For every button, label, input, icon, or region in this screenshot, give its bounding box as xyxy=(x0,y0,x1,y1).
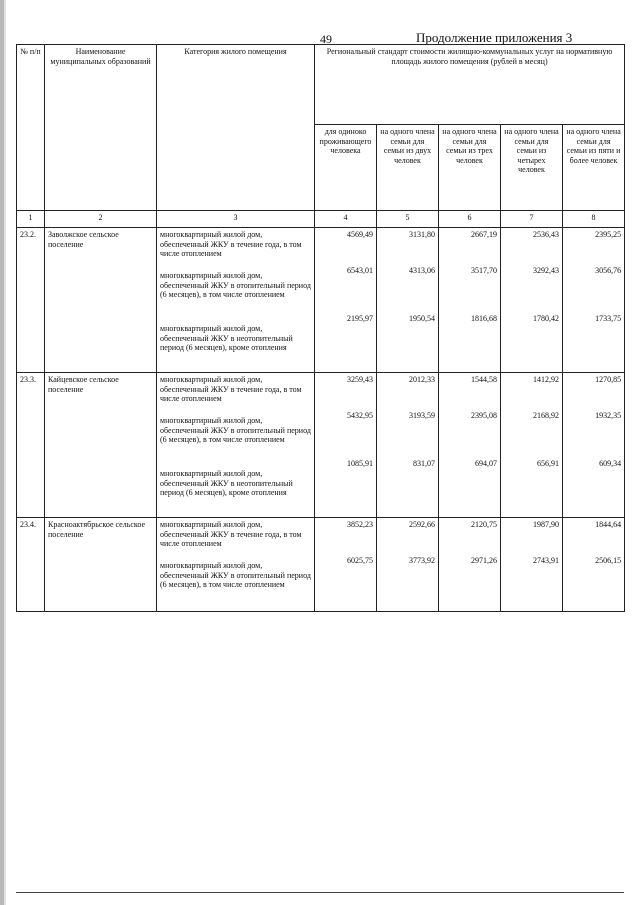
value: 1932,35 xyxy=(595,411,622,420)
value: 3131,80 xyxy=(409,230,435,239)
header-standard: Региональный стандарт стоимости жилищно-коммунальных услуг на нормативную площадь жилого помещения (рублей в месяц) xyxy=(315,45,625,125)
value-cell xyxy=(377,373,439,518)
value: 3773,92 xyxy=(409,556,435,565)
category-text: многоквартирный жилой дом, обеспеченный ЖКУ в неотопительный период (6 месяцев), кроме отопления xyxy=(160,324,293,353)
header-row xyxy=(17,45,625,125)
column-number: 8 xyxy=(563,211,625,228)
value-cell xyxy=(315,373,377,518)
value: 2592,66 xyxy=(409,520,435,529)
value: 6025,75 xyxy=(347,556,373,565)
category-text: многоквартирный жилой дом, обеспеченный ЖКУ в отопительный период (6 месяцев), в том числе отоплением xyxy=(160,561,311,590)
value: 2012,33 xyxy=(409,375,435,384)
column-number: 5 xyxy=(377,211,439,228)
value: 1844,64 xyxy=(595,520,622,529)
category-text: многоквартирный жилой дом, обеспеченный ЖКУ в течение года, в том числе отоплением xyxy=(160,375,302,404)
value: 656,91 xyxy=(537,459,559,468)
value-cell xyxy=(501,228,563,373)
municipality-name: Кайцевское сельское поселение xyxy=(45,373,157,518)
value-cell xyxy=(377,228,439,373)
value-cell xyxy=(501,373,563,518)
table-row xyxy=(17,373,625,518)
municipality-name: Заволжское сельское поселение xyxy=(45,228,157,373)
column-number: 4 xyxy=(315,211,377,228)
column-number: 6 xyxy=(439,211,501,228)
value-cell xyxy=(501,518,563,612)
column-number: 2 xyxy=(45,211,157,228)
value: 2168,92 xyxy=(533,411,559,420)
value: 1950,54 xyxy=(409,314,435,323)
value: 3193,59 xyxy=(409,411,435,420)
column-number: 3 xyxy=(157,211,315,228)
value: 2395,08 xyxy=(471,411,497,420)
value: 1816,68 xyxy=(471,314,497,323)
column-number-row xyxy=(17,211,625,228)
table-row xyxy=(17,228,625,373)
value-cell xyxy=(377,518,439,612)
value-cell xyxy=(315,518,377,612)
header-sub-four: на одного члена семьи для семьи из четырех человек xyxy=(501,125,563,211)
value-cell xyxy=(439,518,501,612)
value: 3852,23 xyxy=(347,520,373,529)
header-number: № п/п xyxy=(17,45,45,211)
category-text: многоквартирный жилой дом, обеспеченный ЖКУ в отопительный период (6 месяцев), в том числе отоплением xyxy=(160,271,311,300)
bottom-rule xyxy=(16,892,624,893)
value: 4313,06 xyxy=(409,266,435,275)
value: 5432,95 xyxy=(347,411,373,420)
value-cell xyxy=(563,518,625,612)
header-sub-five: на одного члена семьи для семьи из пяти и более человек xyxy=(563,125,625,211)
scan-edge-highlight xyxy=(4,0,6,905)
value: 3259,43 xyxy=(347,375,373,384)
header-sub-single: для одиноко проживающего человека xyxy=(315,125,377,211)
value: 4569,49 xyxy=(347,230,373,239)
value: 1270,85 xyxy=(595,375,622,384)
tariff-table xyxy=(16,44,625,612)
value: 1544,58 xyxy=(471,375,497,384)
value-cell xyxy=(439,228,501,373)
column-number: 7 xyxy=(501,211,563,228)
value: 2536,43 xyxy=(533,230,559,239)
category-cell xyxy=(157,373,315,518)
header-sub-two: на одного члена семьи для семьи из двух человек xyxy=(377,125,439,211)
value: 2506,15 xyxy=(595,556,622,565)
category-text: многоквартирный жилой дом, обеспеченный ЖКУ в отопительный период (6 месяцев), в том числе отоплением xyxy=(160,416,311,445)
value: 1412,92 xyxy=(533,375,559,384)
value: 1987,90 xyxy=(533,520,559,529)
row-number: 23.4. xyxy=(17,518,45,612)
value: 2743,91 xyxy=(533,556,559,565)
value: 3517,70 xyxy=(471,266,497,275)
header-municipality: Наименование муниципальных образований xyxy=(45,45,157,211)
category-text: многоквартирный жилой дом, обеспеченный ЖКУ в течение года, в том числе отоплением xyxy=(160,230,302,259)
value: 831,07 xyxy=(413,459,435,468)
value: 2395,25 xyxy=(595,230,622,239)
header-sub-three: на одного члена семьи для семьи из трех человек xyxy=(439,125,501,211)
category-cell xyxy=(157,228,315,373)
value: 6543,01 xyxy=(347,266,373,275)
value: 2971,26 xyxy=(471,556,497,565)
row-number: 23.2. xyxy=(17,228,45,373)
value: 3292,43 xyxy=(533,266,559,275)
row-number: 23.3. xyxy=(17,373,45,518)
value: 1085,91 xyxy=(347,459,373,468)
table-row xyxy=(17,518,625,612)
appendix-title: Продолжение приложения 3 xyxy=(416,30,573,45)
value: 2120,75 xyxy=(471,520,497,529)
value: 609,34 xyxy=(599,459,622,468)
value: 1780,42 xyxy=(533,314,559,323)
value: 2195,97 xyxy=(347,314,373,323)
document-page xyxy=(16,22,624,898)
value-cell xyxy=(563,373,625,518)
value: 694,07 xyxy=(475,459,497,468)
value-cell xyxy=(439,373,501,518)
value: 2667,19 xyxy=(471,230,497,239)
value-cell xyxy=(315,228,377,373)
page-number: 49 xyxy=(320,32,332,46)
category-cell xyxy=(157,518,315,612)
column-number: 1 xyxy=(17,211,45,228)
municipality-name: Красноактябрьское сельское поселение xyxy=(45,518,157,612)
value: 3056,76 xyxy=(595,266,622,275)
category-text: многоквартирный жилой дом, обеспеченный ЖКУ в неотопительный период (6 месяцев), кроме отопления xyxy=(160,469,293,498)
value-cell xyxy=(563,228,625,373)
category-text: многоквартирный жилой дом, обеспеченный ЖКУ в течение года, в том числе отоплением xyxy=(160,520,302,549)
value: 1733,75 xyxy=(595,314,622,323)
header-category: Категория жилого помещения xyxy=(157,45,315,211)
